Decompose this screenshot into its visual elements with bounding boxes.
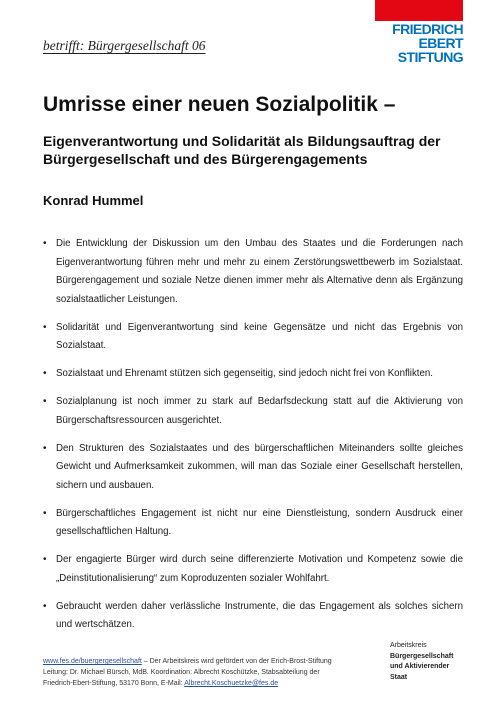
logo-red-bar: [375, 0, 463, 21]
arbeitskreis-block: [390, 641, 490, 683]
footer-line-3: [43, 678, 373, 689]
arbeitskreis-name-line: Staat: [390, 673, 408, 681]
summary-point: • Solidarität und Eigenverantwortung sind keine Gegensätze und nicht das Ergebnis von Sozialstaat.: [43, 319, 463, 356]
summary-point: • Sozialplanung ist noch immer zu stark auf Bedarfsdeckung statt auf die Aktivierung von Bürgerschaftsressourcen ausgerichtet.: [43, 393, 463, 430]
footer-address: Friedrich-Ebert-Stiftung, 53170 Bonn, E-Mail:: [43, 680, 185, 687]
footer-funding-text: – Der Arbeitskreis wird gefördert von der Erich-Brost-Stiftung: [141, 658, 332, 665]
summary-point: • Der engagierte Bürger wird durch seine differenzierte Motivation und Kompetenz sowie die „Deinstitutionalisierung“ zum Koproduzenten sozialer Wohlfahrt.: [43, 551, 463, 588]
arbeitskreis-name-line: und Aktivierender: [390, 663, 450, 670]
website-link[interactable]: www.fes.de/buergergesellschaft: [43, 658, 142, 665]
summary-point: • Die Entwicklung der Diskussion um den Umbau des Staates und die Forderungen nach Eigenverantwortung führen mehr und mehr zu einem Zerstörungswettbewerb im Sozialstaat. Bürgerengagement und soziale Netze dienen immer mehr als Alternative denn als Ergänzung sozialstaatlicher Leistungen.: [43, 235, 463, 309]
footer-line-1: [43, 656, 373, 667]
footer-line-2: Leitung: Dr. Michael Bürsch, MdB. Koordination: Albrecht Koschützke, Stabsabteilung der: [43, 669, 320, 676]
fes-logo: [375, 0, 463, 72]
summary-point: • Bürgerschaftliches Engagement ist nicht nur eine Dienstleistung, sondern Ausdruck einer gesellschaftlichen Haltung.: [43, 505, 463, 542]
logo-line-2: EBERT: [418, 35, 463, 51]
logo-line-3: STIFTUNG: [397, 49, 463, 65]
summary-point: • Gebraucht werden daher verlässliche Instrumente, die das Engagement als solches sichern und wertschätzen.: [43, 598, 463, 635]
series-label: betrifft: Bürgergesellschaft 06: [43, 38, 206, 53]
footer: [43, 656, 373, 689]
arbeitskreis-name-line: Bürgergesellschaft: [390, 652, 454, 660]
author-name: Konrad Hummel: [43, 193, 144, 208]
summary-point: • Den Strukturen des Sozialstaates und des bürgerschaftlichen Miteinanders sollte gleiches Gewicht und Aufmerksamkeit zukommen, will man das Soziale einer Gesellschaft herstellen, sichern und ausbauen.: [43, 440, 463, 496]
summary-points: [43, 235, 463, 644]
document-title: Umrisse einer neuen Sozialpolitik –: [43, 93, 396, 116]
document-subtitle: Eigenverantwortung und Solidarität als Bildungsauftrag der Bürgergesellschaft und des Bürgerengagements: [43, 133, 441, 167]
arbeitskreis-label: Arbeitskreis: [390, 642, 427, 649]
logo-line-1: FRIEDRICH: [392, 21, 463, 37]
summary-point: • Sozialstaat und Ehrenamt stützen sich gegenseitig, sind jedoch nicht frei von Konflikten.: [43, 365, 463, 384]
email-link[interactable]: Albrecht.Koschuetzke@fes.de: [184, 680, 279, 687]
